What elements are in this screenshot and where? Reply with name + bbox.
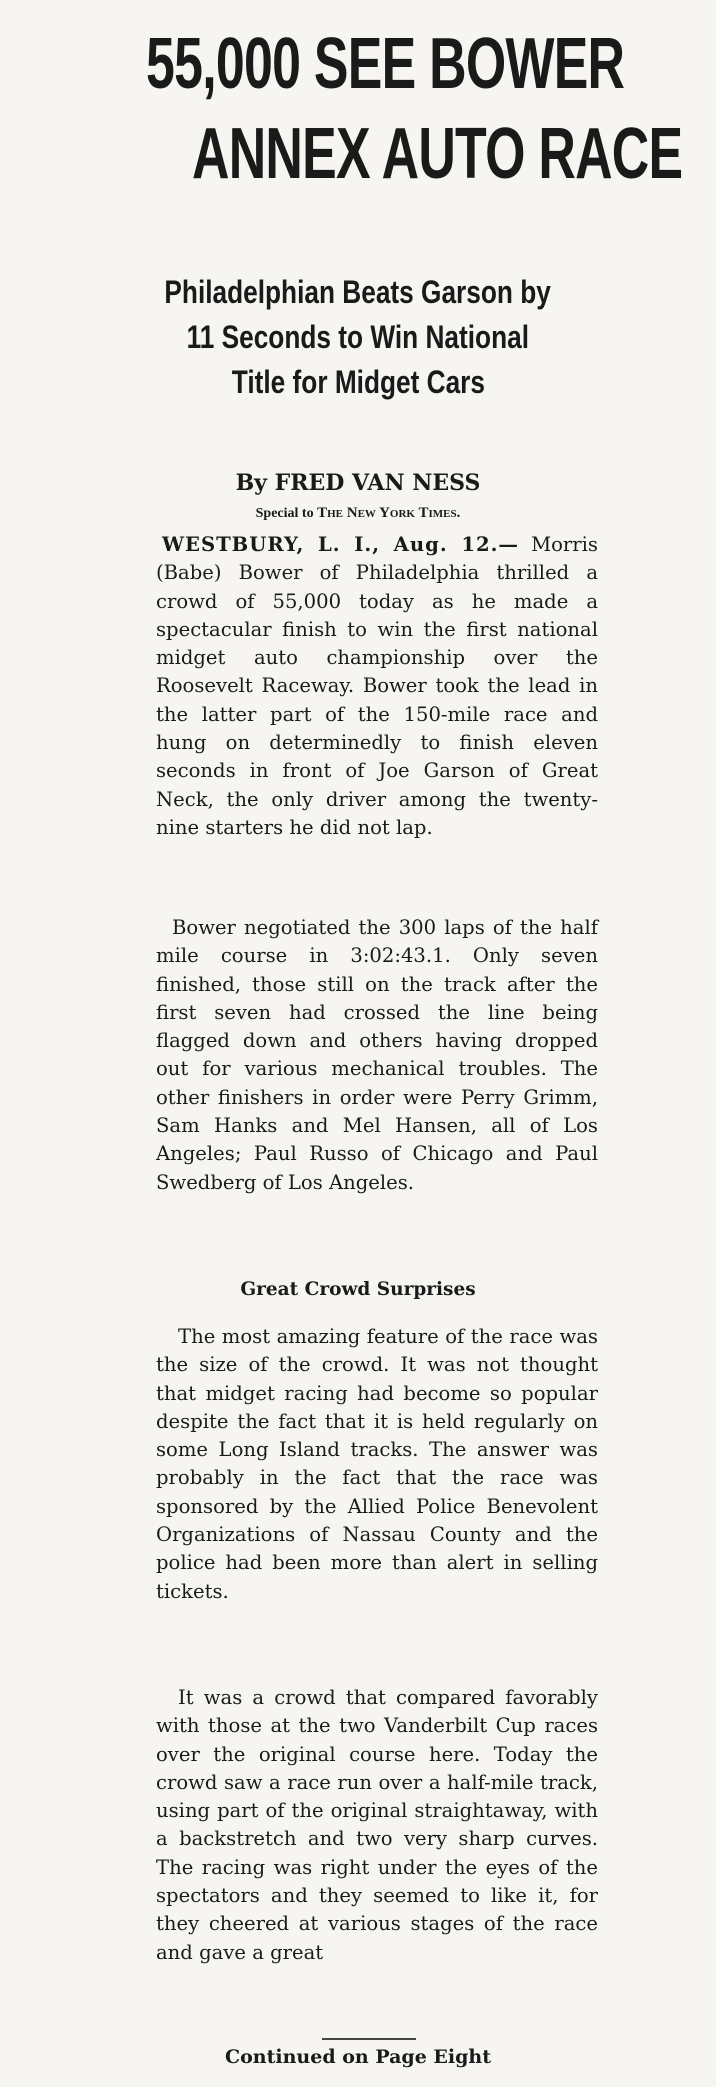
deck-line-1 (0, 276, 716, 308)
paragraph-1-text: Morris (Babe) Bower of Philadelphia thrilled a crowd of 55,000 today as he made a spectacular finish to win the first national midget auto championship over the Roosevelt Raceway. Bower took the lead in the latter part of the 150-mile race and hung on determinedly to finish eleven seconds in front of Joe Garson of Great Neck, the only driver among the twenty-nine starters he did not lap. (156, 533, 598, 839)
headline-line-1: 55,000 SEE BOWER (146, 24, 625, 104)
article-paragraph-2: Bower negotiated the 300 laps of the half mile course in 3:02:43.1. Only seven finished, those still on the track after the first seven had crossed the line being flagged down and others having dropped out for various mechanical troubles. The other finishers in order were Perry Grimm, Sam Hanks and Mel Hansen, all of Los Angeles; Paul Russo of Chicago and Paul Swedberg of Los Angeles. (156, 916, 598, 1194)
article-paragraph-1 (156, 531, 598, 842)
special-credit-paper: The New York Times. (317, 505, 461, 521)
divider-rule (322, 2038, 416, 2040)
special-credit (0, 505, 716, 522)
deck-line-2 (0, 321, 716, 353)
deck-line-3-text: Title for Midget Cars (231, 364, 485, 400)
deck-line-2-text: 11 Seconds to Win National (186, 319, 530, 355)
dateline: WESTBURY, L. I., Aug. 12.— (162, 533, 519, 556)
article-paragraph-3: The most amazing feature of the race was the size of the crowd. It was not thought that midget racing had become so popular despite the fact that it is held regularly on some Long Island tracks. The answer was probably in the fact that the race was sponsored by the Allied Police Benevolent Organizations of Nassau County and the police had been more than alert in selling tickets. (156, 1325, 598, 1603)
deck-line-3 (0, 366, 716, 398)
continued-line: Continued on Page Eight (225, 2046, 491, 2068)
deck-line-1-text: Philadelphian Beats Garson by (164, 274, 552, 310)
section-subhead: Great Crowd Surprises (240, 1279, 476, 1300)
byline: By FRED VAN NESS (235, 470, 481, 496)
special-credit-prefix: Special to (255, 506, 314, 521)
article-paragraph-4: It was a crowd that compared favorably with those at the two Vanderbilt Cup races over the original course here. Today the crowd saw a race run over a half-mile track, using part of the original straightaway, with a backstretch and two very sharp curves. The racing was right under the eyes of the spectators and they seemed to like it, for they cheered at various stages of the race and gave a great (156, 1686, 598, 1964)
headline-line-2: ANNEX AUTO RACE (192, 114, 683, 194)
